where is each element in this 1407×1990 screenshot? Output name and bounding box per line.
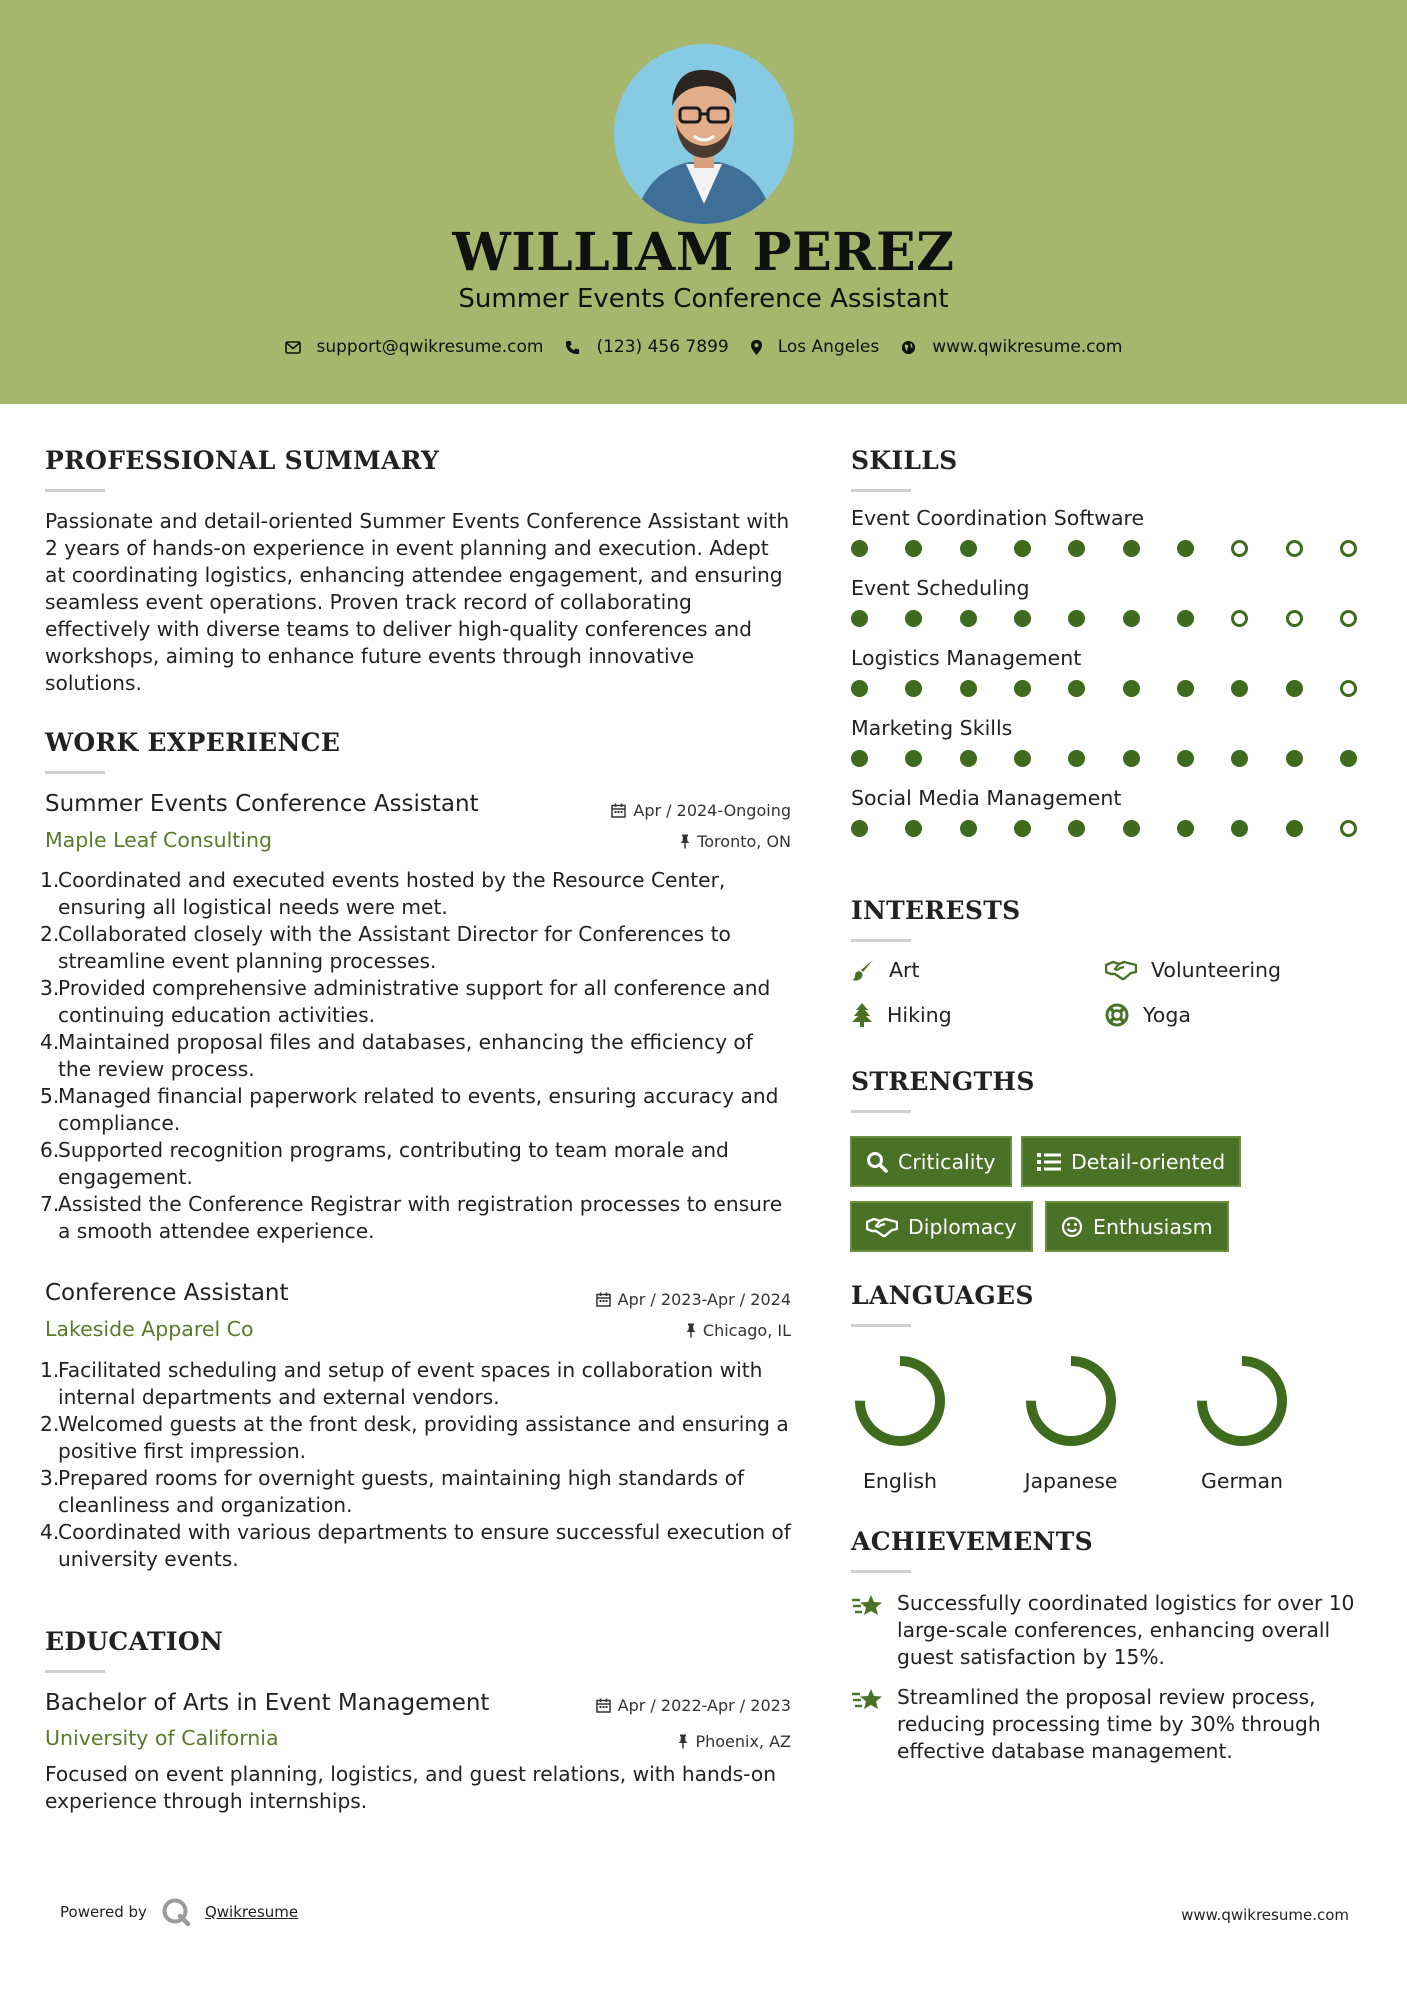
rating-dot-filled <box>1068 610 1085 627</box>
skill-name: Marketing Skills <box>851 716 1013 740</box>
duty-number: 2. <box>40 922 60 946</box>
job-date: Apr / 2024-Ongoing <box>611 801 791 820</box>
interest-item: Volunteering <box>1105 958 1281 982</box>
duty-item <box>40 1519 791 1573</box>
rating-dot-empty <box>1286 540 1303 557</box>
language-item <box>1182 1351 1302 1493</box>
duty-item <box>40 1029 791 1083</box>
rating-dot-filled <box>1177 540 1194 557</box>
globe-icon <box>901 340 916 355</box>
duty-number: 3. <box>40 1466 60 1490</box>
profile-photo <box>614 44 794 224</box>
language-label: German <box>1200 1469 1284 1493</box>
duty-text: Managed financial paperwork related to events, ensuring accuracy and compliance. <box>58 1084 779 1135</box>
strength-badge: Criticality <box>850 1136 1012 1187</box>
rating-dot-filled <box>960 820 977 837</box>
contact-location <box>751 337 880 357</box>
duty-number: 1. <box>40 1358 60 1382</box>
powered-by <box>60 1897 298 1927</box>
education-date: Apr / 2022-Apr / 2023 <box>596 1696 791 1715</box>
language-ring <box>1021 1351 1121 1451</box>
summary-section <box>45 446 795 697</box>
rating-dot-filled <box>960 540 977 557</box>
section-divider <box>45 489 105 492</box>
location-text: Los Angeles <box>777 337 880 357</box>
phone-text: (123) 456 7899 <box>596 337 729 357</box>
duty-item <box>40 1083 791 1137</box>
school-name: University of California <box>45 1726 279 1750</box>
rating-dot-filled <box>1068 540 1085 557</box>
list-icon <box>1037 1152 1061 1172</box>
duty-number: 4. <box>40 1520 60 1544</box>
skill-rating <box>851 750 1357 767</box>
duty-item <box>40 1465 791 1519</box>
contact-bar <box>0 337 1407 357</box>
powered-by-label: Powered by <box>60 1903 147 1921</box>
rating-dot-filled <box>1231 750 1248 767</box>
star-award-icon <box>851 1686 885 1714</box>
rating-dot-filled <box>1177 750 1194 767</box>
qwikresume-logo-icon <box>161 1897 191 1927</box>
skills-list <box>851 506 1361 837</box>
email-text: support@qwikresume.com <box>316 337 544 357</box>
rating-dot-filled <box>1014 820 1031 837</box>
experience-title: WORK EXPERIENCE <box>45 728 341 757</box>
duty-number: 5. <box>40 1084 60 1108</box>
contact-website[interactable] <box>901 337 1122 357</box>
tree-icon <box>851 1003 873 1027</box>
rating-dot-filled <box>960 610 977 627</box>
company-name: Lakeside Apparel Co <box>45 1317 254 1341</box>
achievements-section <box>851 1527 1361 1573</box>
achievements-title: ACHIEVEMENTS <box>851 1527 1093 1556</box>
skill-name: Event Scheduling <box>851 576 1030 600</box>
language-item <box>1011 1351 1131 1493</box>
skill-name: Event Coordination Software <box>851 506 1145 530</box>
contact-email[interactable] <box>285 337 544 357</box>
interest-item: Art <box>851 958 920 982</box>
rating-dot-filled <box>1231 680 1248 697</box>
skill-rating <box>851 680 1357 697</box>
interest-item: Hiking <box>851 1003 952 1027</box>
summary-text: Passionate and detail-oriented Summer Events Conference Assistant with 2 years of hands-on experience in event planning and execution. Adept at coordinating logistics, enhancing attendee engagement, and ensuring seamless event operations. Proven track record of collaborating effectively with diverse teams to deliver high-quality conferences and workshops, aiming to enhance future events through innovative solutions. <box>45 509 790 695</box>
map-pin-icon <box>751 340 762 355</box>
rating-dot-filled <box>905 750 922 767</box>
rating-dot-empty <box>1231 610 1248 627</box>
degree-title: Bachelor of Arts in Event Management <box>45 1690 490 1716</box>
pin-icon <box>680 834 690 849</box>
duty-number: 3. <box>40 976 60 1000</box>
duty-item <box>40 1411 791 1465</box>
job-title: Conference Assistant <box>45 1280 289 1306</box>
languages-section <box>851 1281 1361 1327</box>
pin-icon <box>678 1734 688 1749</box>
rating-dot-filled <box>1014 610 1031 627</box>
skill-item <box>851 786 1361 837</box>
duty-item <box>40 867 791 921</box>
envelope-icon <box>285 341 301 354</box>
rating-dot-filled <box>1123 540 1140 557</box>
language-ring <box>1192 1351 1292 1451</box>
strength-badge: Enthusiasm <box>1045 1201 1229 1252</box>
duty-text: Maintained proposal files and databases, enhancing the efficiency of the review process. <box>58 1030 753 1081</box>
duty-text: Collaborated closely with the Assistant Director for Conferences to streamline event planning processes. <box>58 922 731 973</box>
rating-dot-filled <box>1286 820 1303 837</box>
phone-icon <box>565 340 580 355</box>
rating-dot-empty <box>1231 540 1248 557</box>
section-divider <box>851 489 911 492</box>
experience-section <box>45 728 795 774</box>
rating-dot-empty <box>1340 820 1357 837</box>
skill-item <box>851 576 1361 627</box>
qwikresume-link[interactable]: Qwikresume <box>204 1903 299 1921</box>
rating-dot-filled <box>851 680 868 697</box>
strength-badge: Detail-oriented <box>1021 1136 1241 1187</box>
rating-dot-empty <box>1340 610 1357 627</box>
job-entry <box>40 791 791 1245</box>
handshake-icon <box>866 1216 898 1238</box>
strength-badge: Diplomacy <box>850 1201 1033 1252</box>
skills-title: SKILLS <box>851 446 958 475</box>
rating-dot-filled <box>1068 820 1085 837</box>
resume-header <box>0 0 1407 404</box>
duty-text: Assisted the Conference Registrar with registration processes to ensure a smooth attendee experience. <box>58 1192 783 1243</box>
section-divider <box>45 1670 105 1673</box>
rating-dot-filled <box>851 540 868 557</box>
rating-dot-filled <box>851 610 868 627</box>
language-level-arc <box>860 1361 940 1441</box>
education-text: Focused on event planning, logistics, and guest relations, with hands-on experience through internships. <box>45 1762 776 1813</box>
rating-dot-empty <box>1340 540 1357 557</box>
footer-website[interactable]: www.qwikresume.com <box>1181 1906 1349 1924</box>
duty-number: 6. <box>40 1138 60 1162</box>
language-item <box>840 1351 960 1493</box>
language-level-arc <box>1031 1361 1111 1441</box>
star-award-icon <box>851 1592 885 1620</box>
duty-item <box>40 921 791 975</box>
duty-item <box>40 1191 791 1245</box>
duty-number: 7. <box>40 1192 60 1216</box>
achievement-item: Streamlined the proposal review process, reducing processing time by 30% through effective database management. <box>851 1684 1361 1765</box>
strengths-title: STRENGTHS <box>851 1067 1035 1096</box>
education-section <box>45 1627 791 1815</box>
skill-rating <box>851 540 1357 557</box>
pin-icon <box>686 1323 696 1338</box>
rating-dot-filled <box>960 680 977 697</box>
duty-item <box>40 1137 791 1191</box>
language-ring <box>850 1351 950 1451</box>
duty-text: Coordinated and executed events hosted by the Resource Center, ensuring all logistical needs were met. <box>58 868 726 919</box>
smile-icon <box>1061 1216 1083 1238</box>
section-divider <box>851 1324 911 1327</box>
skill-item <box>851 646 1361 697</box>
rating-dot-filled <box>1177 610 1194 627</box>
interests-section <box>851 896 1361 942</box>
rating-dot-filled <box>1231 820 1248 837</box>
rating-dot-filled <box>1014 540 1031 557</box>
contact-phone[interactable] <box>565 337 728 357</box>
rating-dot-filled <box>1068 750 1085 767</box>
rating-dot-filled <box>1068 680 1085 697</box>
language-level-arc <box>1202 1361 1282 1441</box>
rating-dot-filled <box>851 820 868 837</box>
skill-rating <box>851 610 1357 627</box>
rating-dot-filled <box>1014 750 1031 767</box>
duty-number: 1. <box>40 868 60 892</box>
calendar-icon <box>596 1292 611 1307</box>
rating-dot-filled <box>851 750 868 767</box>
rating-dot-filled <box>1123 820 1140 837</box>
interests-title: INTERESTS <box>851 896 1021 925</box>
summary-title: PROFESSIONAL SUMMARY <box>45 446 440 475</box>
rating-dot-filled <box>905 680 922 697</box>
rating-dot-filled <box>905 610 922 627</box>
rating-dot-filled <box>1123 680 1140 697</box>
duty-item <box>40 975 791 1029</box>
achievement-item: Successfully coordinated logistics for over 10 large-scale conferences, enhancing overall guest satisfaction by 15%. <box>851 1590 1361 1671</box>
duty-item <box>40 1357 791 1411</box>
duty-text: Coordinated with various departments to ensure successful execution of university events. <box>58 1520 791 1571</box>
duties-list <box>40 1357 791 1573</box>
job-date: Apr / 2023-Apr / 2024 <box>596 1290 791 1309</box>
rating-dot-filled <box>1177 820 1194 837</box>
lifebuoy-icon <box>1105 1003 1129 1027</box>
duty-text: Supported recognition programs, contributing to team morale and engagement. <box>58 1138 729 1189</box>
education-location: Phoenix, AZ <box>678 1732 791 1751</box>
calendar-icon <box>611 803 626 818</box>
rating-dot-empty <box>1286 610 1303 627</box>
section-divider <box>851 1570 911 1573</box>
rating-dot-filled <box>905 540 922 557</box>
skill-item <box>851 506 1361 557</box>
language-label: Japanese <box>1024 1469 1118 1493</box>
duty-text: Prepared rooms for overnight guests, maintaining high standards of cleanliness and organization. <box>58 1466 745 1517</box>
strengths-section <box>851 1067 1361 1113</box>
rating-dot-empty <box>1340 680 1357 697</box>
section-divider <box>851 1110 911 1113</box>
skills-section <box>851 446 1361 837</box>
interest-item: Yoga <box>1105 1003 1191 1027</box>
company-name: Maple Leaf Consulting <box>45 828 273 852</box>
job-title: Summer Events Conference Assistant <box>45 791 479 817</box>
rating-dot-filled <box>960 750 977 767</box>
job-location: Chicago, IL <box>686 1321 791 1340</box>
education-title: EDUCATION <box>45 1627 224 1656</box>
skill-item <box>851 716 1361 767</box>
skill-name: Social Media Management <box>851 786 1122 810</box>
rating-dot-filled <box>1123 610 1140 627</box>
duties-list <box>40 867 791 1245</box>
job-location: Toronto, ON <box>680 832 791 851</box>
rating-dot-filled <box>1340 750 1357 767</box>
handshake-icon <box>1105 959 1137 981</box>
search-icon <box>866 1151 888 1173</box>
rating-dot-filled <box>1286 680 1303 697</box>
duty-text: Provided comprehensive administrative support for all conference and continuing education activities. <box>58 976 771 1027</box>
rating-dot-filled <box>1123 750 1140 767</box>
candidate-role: Summer Events Conference Assistant <box>458 284 949 314</box>
section-divider <box>45 771 105 774</box>
website-text: www.qwikresume.com <box>932 337 1123 357</box>
duty-number: 2. <box>40 1412 60 1436</box>
duty-text: Facilitated scheduling and setup of event spaces in collaboration with internal departments and external vendors. <box>58 1358 763 1409</box>
language-label: English <box>862 1469 938 1493</box>
job-entry <box>40 1280 791 1573</box>
rating-dot-filled <box>905 820 922 837</box>
rating-dot-filled <box>1177 680 1194 697</box>
rating-dot-filled <box>1286 750 1303 767</box>
calendar-icon <box>596 1698 611 1713</box>
duty-number: 4. <box>40 1030 60 1054</box>
languages-title: LANGUAGES <box>851 1281 1034 1310</box>
candidate-name: WILLIAM PEREZ <box>452 222 955 283</box>
paintbrush-icon <box>851 958 875 982</box>
skill-rating <box>851 820 1357 837</box>
duty-text: Welcomed guests at the front desk, providing assistance and ensuring a positive first impression. <box>58 1412 789 1463</box>
section-divider <box>851 939 911 942</box>
skill-name: Logistics Management <box>851 646 1082 670</box>
rating-dot-filled <box>1014 680 1031 697</box>
